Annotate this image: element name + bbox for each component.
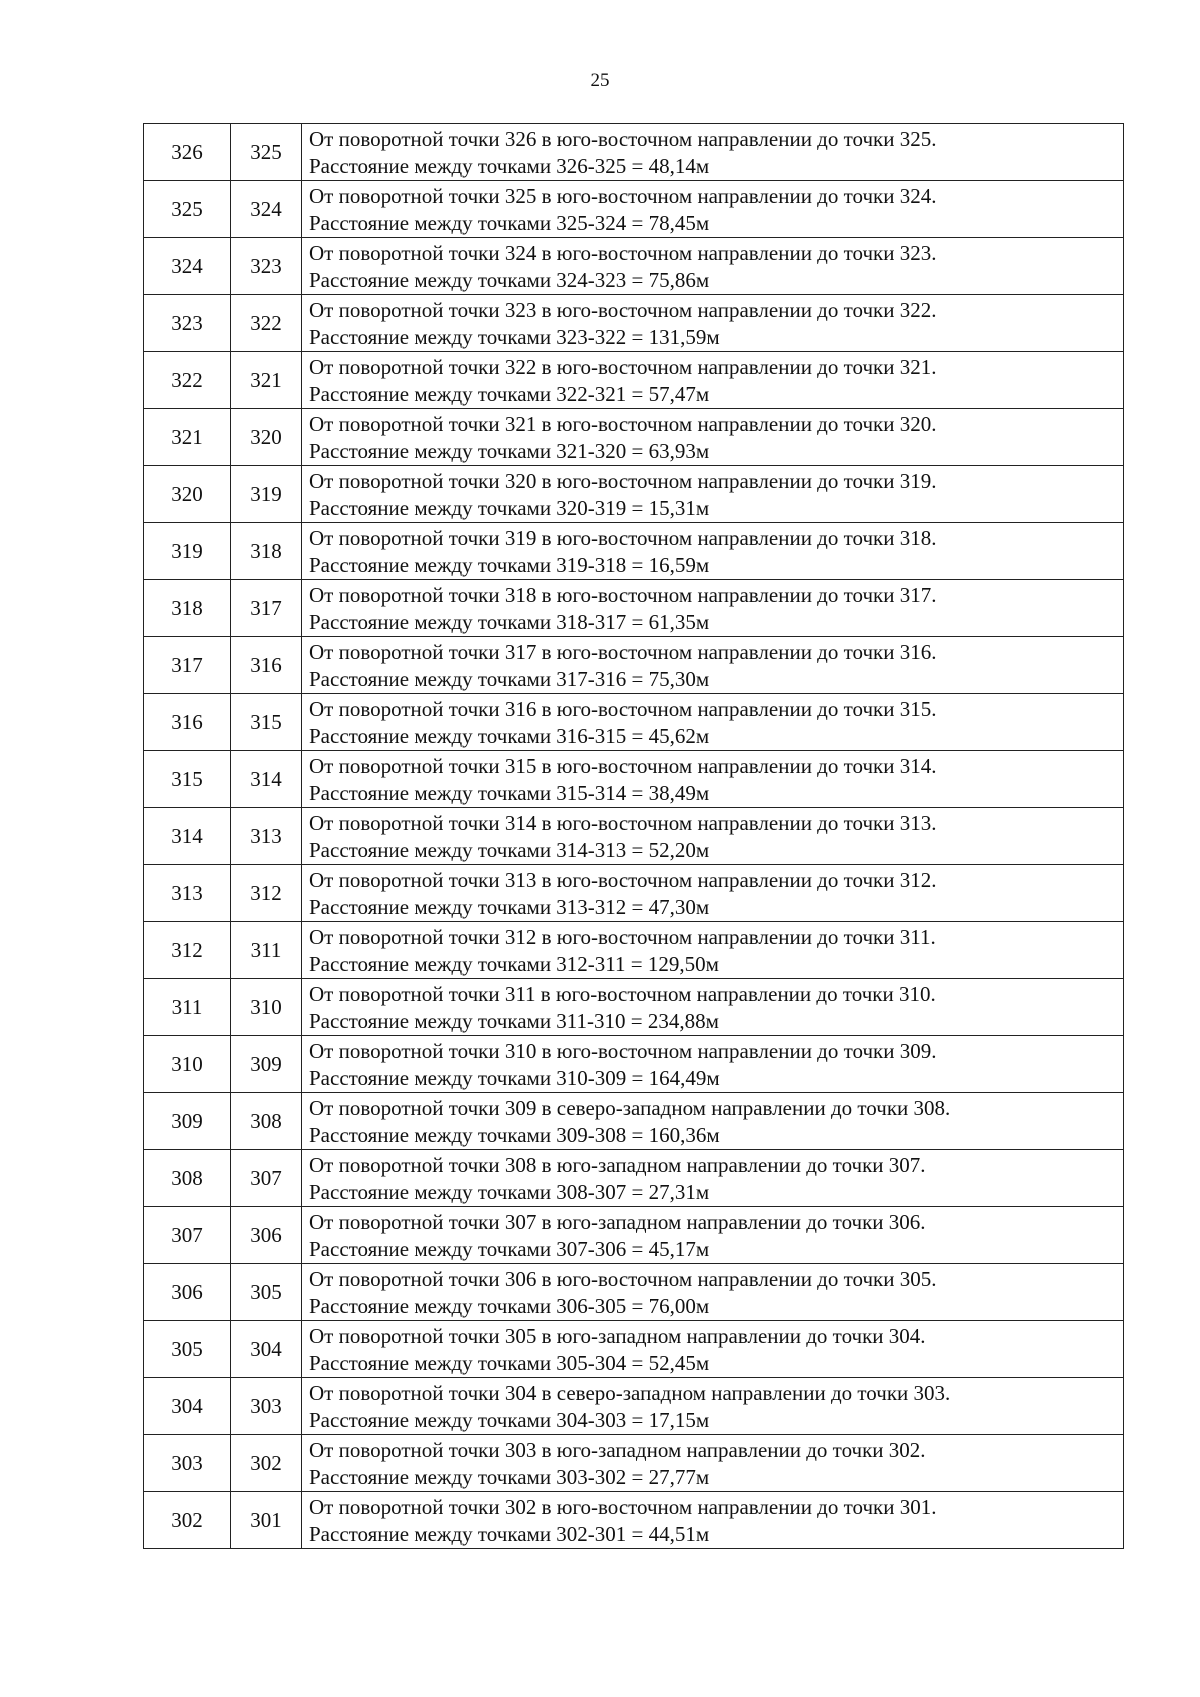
direction-text: От поворотной точки 323 в юго-восточном направлении до точки 322. (309, 298, 937, 322)
table-row (144, 751, 1124, 808)
point-from-cell: 309 (144, 1093, 231, 1150)
table-row (144, 523, 1124, 580)
distance-text: Расстояние между точками 323-322 = 131,59м (309, 325, 720, 349)
distance-text: Расстояние между точками 306-305 = 76,00м (309, 1294, 710, 1318)
distance-text: Расстояние между точками 315-314 = 38,49м (309, 781, 710, 805)
point-from-cell: 303 (144, 1435, 231, 1492)
point-to-cell: 305 (231, 1264, 302, 1321)
direction-text: От поворотной точки 322 в юго-восточном направлении до точки 321. (309, 355, 937, 379)
description-cell (302, 238, 1124, 295)
table-row (144, 637, 1124, 694)
point-to-cell: 311 (231, 922, 302, 979)
description-cell (302, 1150, 1124, 1207)
description-cell (302, 124, 1124, 181)
point-to-cell: 304 (231, 1321, 302, 1378)
table-row (144, 922, 1124, 979)
distance-text: Расстояние между точками 307-306 = 45,17м (309, 1237, 710, 1261)
point-from-cell: 325 (144, 181, 231, 238)
point-to-cell: 322 (231, 295, 302, 352)
distance-text: Расстояние между точками 317-316 = 75,30м (309, 667, 710, 691)
boundary-description-table (143, 123, 1124, 1549)
description-cell (302, 466, 1124, 523)
distance-text: Расстояние между точками 314-313 = 52,20м (309, 838, 710, 862)
point-to-cell: 306 (231, 1207, 302, 1264)
point-from-cell: 315 (144, 751, 231, 808)
table-row (144, 1150, 1124, 1207)
description-cell (302, 523, 1124, 580)
point-from-cell: 324 (144, 238, 231, 295)
description-cell (302, 751, 1124, 808)
distance-text: Расстояние между точками 322-321 = 57,47м (309, 382, 710, 406)
direction-text: От поворотной точки 303 в юго-западном направлении до точки 302. (309, 1438, 926, 1462)
direction-text: От поворотной точки 307 в юго-западном направлении до точки 306. (309, 1210, 926, 1234)
description-cell (302, 1492, 1124, 1549)
table-row (144, 580, 1124, 637)
description-cell (302, 409, 1124, 466)
distance-text: Расстояние между точками 303-302 = 27,77м (309, 1465, 710, 1489)
distance-text: Расстояние между точками 312-311 = 129,50м (309, 952, 719, 976)
point-to-cell: 308 (231, 1093, 302, 1150)
distance-text: Расстояние между точками 313-312 = 47,30м (309, 895, 710, 919)
description-cell (302, 694, 1124, 751)
distance-text: Расстояние между точками 311-310 = 234,88м (309, 1009, 719, 1033)
table-row (144, 865, 1124, 922)
table-row (144, 1207, 1124, 1264)
point-from-cell: 320 (144, 466, 231, 523)
distance-text: Расстояние между точками 318-317 = 61,35м (309, 610, 710, 634)
table-row (144, 295, 1124, 352)
point-from-cell: 313 (144, 865, 231, 922)
description-cell (302, 637, 1124, 694)
direction-text: От поворотной точки 325 в юго-восточном направлении до точки 324. (309, 184, 937, 208)
description-cell (302, 979, 1124, 1036)
distance-text: Расстояние между точками 319-318 = 16,59м (309, 553, 710, 577)
distance-text: Расстояние между точками 325-324 = 78,45м (309, 211, 710, 235)
direction-text: От поворотной точки 310 в юго-восточном направлении до точки 309. (309, 1039, 937, 1063)
point-from-cell: 302 (144, 1492, 231, 1549)
description-cell (302, 580, 1124, 637)
table-row (144, 1435, 1124, 1492)
direction-text: От поворотной точки 308 в юго-западном направлении до точки 307. (309, 1153, 926, 1177)
description-cell (302, 352, 1124, 409)
point-to-cell: 319 (231, 466, 302, 523)
point-from-cell: 311 (144, 979, 231, 1036)
direction-text: От поворотной точки 319 в юго-восточном направлении до точки 318. (309, 526, 937, 550)
distance-text: Расстояние между точками 309-308 = 160,36м (309, 1123, 720, 1147)
direction-text: От поворотной точки 315 в юго-восточном направлении до точки 314. (309, 754, 937, 778)
description-cell (302, 1321, 1124, 1378)
point-to-cell: 325 (231, 124, 302, 181)
point-from-cell: 308 (144, 1150, 231, 1207)
point-to-cell: 318 (231, 523, 302, 580)
description-cell (302, 1264, 1124, 1321)
point-to-cell: 317 (231, 580, 302, 637)
table-row (144, 1093, 1124, 1150)
point-to-cell: 315 (231, 694, 302, 751)
direction-text: От поворотной точки 304 в северо-западном направлении до точки 303. (309, 1381, 951, 1405)
point-to-cell: 314 (231, 751, 302, 808)
table-row (144, 466, 1124, 523)
description-cell (302, 1036, 1124, 1093)
direction-text: От поворотной точки 309 в северо-западном направлении до точки 308. (309, 1096, 951, 1120)
table-row (144, 1378, 1124, 1435)
table-row (144, 979, 1124, 1036)
table-row (144, 694, 1124, 751)
distance-text: Расстояние между точками 302-301 = 44,51м (309, 1522, 710, 1546)
table-row (144, 238, 1124, 295)
table-row (144, 352, 1124, 409)
description-cell (302, 1093, 1124, 1150)
table-row (144, 1321, 1124, 1378)
table-body (144, 124, 1124, 1549)
point-to-cell: 307 (231, 1150, 302, 1207)
distance-text: Расстояние между точками 326-325 = 48,14м (309, 154, 710, 178)
point-to-cell: 310 (231, 979, 302, 1036)
point-to-cell: 313 (231, 808, 302, 865)
point-from-cell: 316 (144, 694, 231, 751)
point-to-cell: 309 (231, 1036, 302, 1093)
table-row (144, 808, 1124, 865)
direction-text: От поворотной точки 311 в юго-восточном направлении до точки 310. (309, 982, 936, 1006)
direction-text: От поворотной точки 312 в юго-восточном направлении до точки 311. (309, 925, 936, 949)
point-from-cell: 312 (144, 922, 231, 979)
distance-text: Расстояние между точками 310-309 = 164,49м (309, 1066, 720, 1090)
direction-text: От поворотной точки 314 в юго-восточном направлении до точки 313. (309, 811, 937, 835)
point-from-cell: 310 (144, 1036, 231, 1093)
description-cell (302, 181, 1124, 238)
point-to-cell: 312 (231, 865, 302, 922)
description-cell (302, 295, 1124, 352)
distance-text: Расстояние между точками 321-320 = 63,93м (309, 439, 710, 463)
direction-text: От поворотной точки 313 в юго-восточном направлении до точки 312. (309, 868, 937, 892)
description-cell (302, 1207, 1124, 1264)
page-number: 25 (590, 70, 610, 91)
point-to-cell: 301 (231, 1492, 302, 1549)
distance-text: Расстояние между точками 324-323 = 75,86м (309, 268, 710, 292)
table-row (144, 1492, 1124, 1549)
direction-text: От поворотной точки 317 в юго-восточном направлении до точки 316. (309, 640, 937, 664)
point-to-cell: 302 (231, 1435, 302, 1492)
direction-text: От поворотной точки 305 в юго-западном направлении до точки 304. (309, 1324, 926, 1348)
point-from-cell: 317 (144, 637, 231, 694)
description-cell (302, 1378, 1124, 1435)
point-from-cell: 323 (144, 295, 231, 352)
point-to-cell: 321 (231, 352, 302, 409)
point-from-cell: 306 (144, 1264, 231, 1321)
direction-text: От поворотной точки 318 в юго-восточном направлении до точки 317. (309, 583, 937, 607)
direction-text: От поворотной точки 321 в юго-восточном направлении до точки 320. (309, 412, 937, 436)
point-from-cell: 304 (144, 1378, 231, 1435)
direction-text: От поворотной точки 324 в юго-восточном направлении до точки 323. (309, 241, 937, 265)
description-cell (302, 865, 1124, 922)
table-row (144, 409, 1124, 466)
table-row (144, 124, 1124, 181)
point-from-cell: 307 (144, 1207, 231, 1264)
distance-text: Расстояние между точками 304-303 = 17,15м (309, 1408, 710, 1432)
distance-text: Расстояние между точками 316-315 = 45,62м (309, 724, 710, 748)
distance-text: Расстояние между точками 320-319 = 15,31м (309, 496, 710, 520)
direction-text: От поворотной точки 326 в юго-восточном направлении до точки 325. (309, 127, 937, 151)
point-to-cell: 320 (231, 409, 302, 466)
point-to-cell: 316 (231, 637, 302, 694)
direction-text: От поворотной точки 302 в юго-восточном направлении до точки 301. (309, 1495, 937, 1519)
table-row (144, 1036, 1124, 1093)
table-row (144, 1264, 1124, 1321)
distance-text: Расстояние между точками 308-307 = 27,31м (309, 1180, 710, 1204)
distance-text: Расстояние между точками 305-304 = 52,45м (309, 1351, 710, 1375)
point-from-cell: 321 (144, 409, 231, 466)
point-to-cell: 323 (231, 238, 302, 295)
point-to-cell: 324 (231, 181, 302, 238)
description-cell (302, 808, 1124, 865)
point-from-cell: 318 (144, 580, 231, 637)
point-to-cell: 303 (231, 1378, 302, 1435)
description-cell (302, 1435, 1124, 1492)
point-from-cell: 305 (144, 1321, 231, 1378)
table-row (144, 181, 1124, 238)
point-from-cell: 314 (144, 808, 231, 865)
direction-text: От поворотной точки 320 в юго-восточном направлении до точки 319. (309, 469, 937, 493)
point-from-cell: 319 (144, 523, 231, 580)
direction-text: От поворотной точки 316 в юго-восточном направлении до точки 315. (309, 697, 937, 721)
point-from-cell: 322 (144, 352, 231, 409)
point-from-cell: 326 (144, 124, 231, 181)
description-cell (302, 922, 1124, 979)
direction-text: От поворотной точки 306 в юго-восточном направлении до точки 305. (309, 1267, 937, 1291)
